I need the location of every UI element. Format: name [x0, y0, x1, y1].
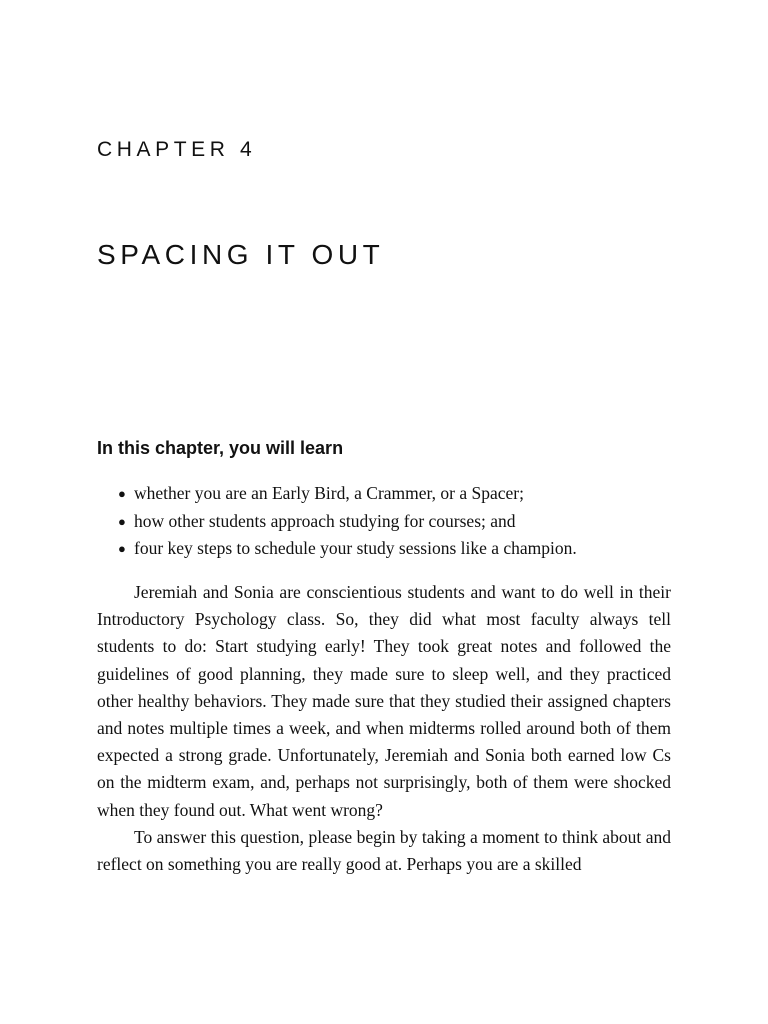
paragraph: To answer this question, please begin by taking a moment to think about and reflect on something you are really good at. Perhaps you are a skilled	[97, 826, 671, 875]
bullet-icon: ●	[118, 513, 126, 529]
list-item	[97, 508, 677, 536]
chapter-title: SPACING IT OUT	[97, 239, 385, 270]
bullet-icon: ●	[118, 541, 126, 556]
paragraph: Jeremiah and Sonia are conscientious students and want to do well in their Introductory Psychology class. So, they did what most faculty always tell students to do: Start studying early! They took great notes and followed the guidelines of good planning, they made sure to sleep well, and they practiced other healthy behaviors. They made sure that they studied their assigned chapters and notes multiple times a week, and when midterms rolled around both of them expected a strong grade. Unfortunately, Jeremiah and Sonia both earned low Cs on the midterm exam, and, perhaps not surprisingly, both of them were shocked when they found out. What went wrong?	[97, 582, 671, 820]
list-item	[97, 480, 677, 508]
learning-objectives-heading: In this chapter, you will learn	[97, 438, 344, 458]
list-item	[97, 535, 677, 563]
learning-objectives-list	[97, 480, 677, 563]
list-item-text: four key steps to schedule your study sessions like a champion.	[134, 538, 577, 558]
list-item-text: whether you are an Early Bird, a Crammer, or a Spacer;	[134, 483, 524, 503]
bullet-icon: ●	[118, 486, 126, 501]
chapter-number: CHAPTER 4	[97, 138, 257, 161]
body-text	[97, 579, 671, 878]
list-item-text: how other students approach studying for courses; and	[134, 510, 516, 531]
